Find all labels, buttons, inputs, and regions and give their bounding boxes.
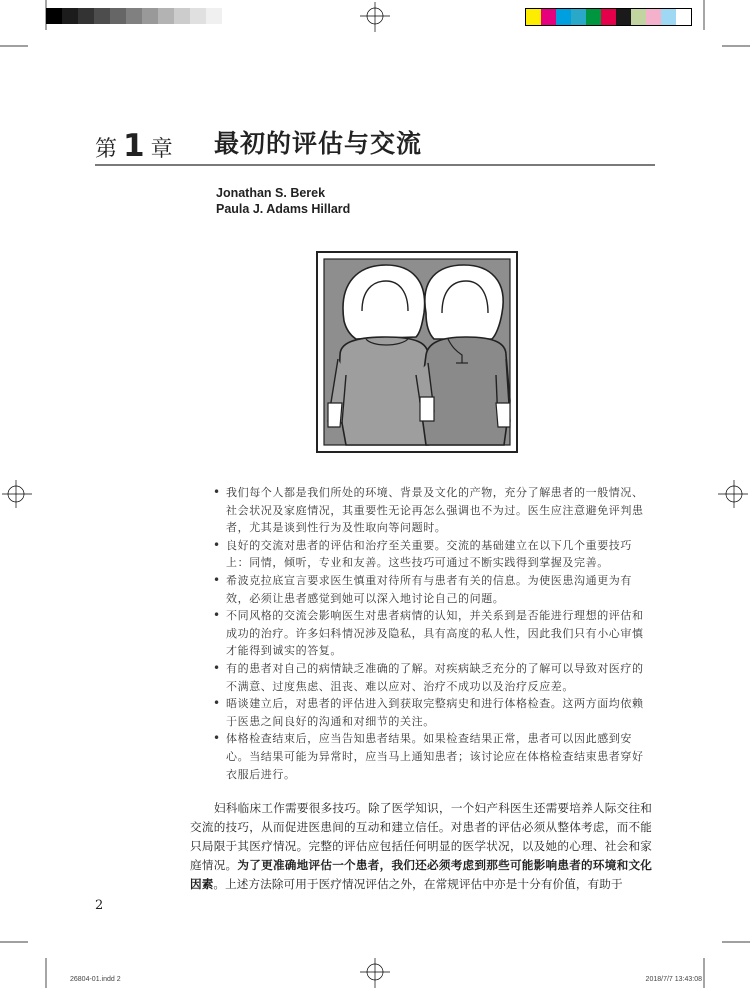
bullet-icon: • <box>213 537 221 552</box>
two-women-illustration <box>316 251 518 453</box>
list-item: • 希波克拉底宣言要求医生慎重对待所有与患者有关的信息。为使医患沟通更为有效，必须让患者感觉到她可以深入地讨论自己的问题。 <box>213 572 632 605</box>
authors <box>216 185 350 217</box>
key-points-list <box>213 484 653 783</box>
chapter-title: 最初的评估与交流 <box>214 129 423 158</box>
chapter-divider <box>95 164 655 166</box>
chapter-number <box>95 128 173 164</box>
bullet-icon: • <box>213 485 221 499</box>
slug-filename: 26804-01.indd 2 <box>70 976 121 983</box>
chapter-prefix: 第 <box>95 137 118 162</box>
chapter-suffix: 章 <box>150 137 173 162</box>
chapter-num: 1 <box>123 128 145 164</box>
bullet-icon: • <box>213 731 221 746</box>
body-paragraph: 妇科临床工作需要很多技巧。除了医学知识，一个妇产科医生还需要培养人际交往和交流的技巧，从而促进医患间的互动和建立信任。对患者的评估必须从整体考虑，而不能只局限于其医疗情况。完整的评估应包括任何明显的医学状况，以及她的心理、社会和家庭情况。为了更准确地评估一个患者，我们还必须考虑到那些可能影响患者的环境和文化因素。上述方法除可用于医疗情况评估之外，在常规评估中亦是十分有价值，有助于 <box>190 801 652 891</box>
author-1: Jonathan S. Berek <box>216 186 326 200</box>
bullet-icon: • <box>213 696 221 711</box>
author-2: Paula J. Adams Hillard <box>216 202 351 216</box>
list-item: • 良好的交流对患者的评估和治疗至关重要。交流的基础建立在以下几个重要技巧上：同情，倾听，专业和友善。这些技巧可通过不断实践得到掌握及完善。 <box>213 537 632 570</box>
bullet-icon: • <box>213 572 221 587</box>
page-number: 2 <box>95 898 104 913</box>
slug-timestamp: 2018/7/7 13:43:08 <box>645 976 702 983</box>
emphasis-text: 为了更准确地评估一个患者，我们还必须考虑到那些可能影响患者的环境和文化因素 <box>190 858 652 891</box>
list-item: • 体格检查结束后，应当告知患者结果。如果检查结果正常，患者可以因此感到安心。当结果可能为异常时，应当马上通知患者；该讨论应在体格检查结束患者穿好衣服后进行。 <box>213 731 644 781</box>
list-item: • 我们每个人都是我们所处的环境、背景及文化的产物，充分了解患者的一般情况、社会状况及家庭情况，其重要性无论再怎么强调也不为过。医生应注意避免评判患者，尤其是谈到性行为及性取向等问题时。 <box>213 485 644 535</box>
list-item: • 晤谈建立后，对患者的评估进入到获取完整病史和进行体格检查。这两方面均依赖于医患之间良好的沟通和对细节的关注。 <box>213 696 644 728</box>
bullet-icon: • <box>213 608 221 623</box>
list-item: • 有的患者对自己的病情缺乏准确的了解。对疾病缺乏充分的了解可以导致对医疗的不满意、过度焦虑、沮丧、难以应对、治疗不成功以及治疗反应差。 <box>213 660 644 693</box>
list-item: • 不同风格的交流会影响医生对患者病情的认知，并关系到是否能进行理想的评估和成功的治疗。许多妇科情况涉及隐私，具有高度的私人性，因此我们只有小心审慎才能得到诚实的答复。 <box>213 608 644 658</box>
bullet-icon: • <box>213 660 221 675</box>
